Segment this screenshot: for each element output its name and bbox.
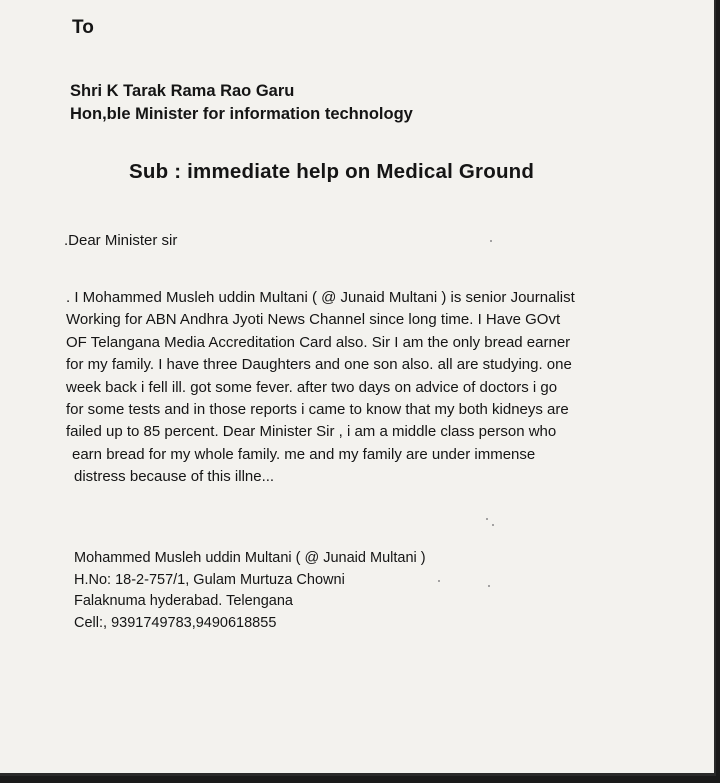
body-line: . I Mohammed Musleh uddin Multani ( @ Junaid Multani ) is senior Journalist — [66, 289, 575, 306]
subject-line: Sub : immediate help on Medical Ground — [129, 160, 535, 183]
body-line: for my family. I have three Daughters and one son also. all are studying. one — [66, 356, 572, 374]
body-line: for some tests and in those reports i came to know that my both kidneys are — [66, 400, 569, 418]
scan-speck — [492, 524, 494, 526]
to-label: To — [72, 17, 94, 38]
body-line: distress because of this illne... — [74, 468, 275, 486]
body-line: failed up to 85 percent. Dear Minister Sir , i am a middle class person who — [66, 423, 557, 441]
scan-speck — [486, 518, 488, 520]
body-line: earn bread for my whole family. me and my family are under immense — [72, 445, 536, 463]
body-line: Working for ABN Andhra Jyoti News Channel since long time. I Have GOvt — [66, 311, 561, 329]
scan-speck — [490, 240, 492, 242]
scan-speck — [488, 585, 490, 587]
addressee-name: Shri K Tarak Rama Rao Garu — [70, 82, 295, 100]
signature-address-line: H.No: 18-2-757/1, Gulam Murtuza Chowni — [74, 571, 345, 588]
signature-phone: Cell:, 9391749783,9490618855 — [74, 614, 277, 631]
letter-body — [66, 287, 666, 489]
body-line: week back i fell ill. got some fever. after two days on advice of doctors i go — [66, 378, 558, 396]
addressee-title: Hon,ble Minister for information technology — [70, 105, 413, 123]
signature-address-line: Falaknuma hyderabad. Telengana — [74, 593, 294, 610]
salutation: .Dear Minister sir — [64, 232, 178, 249]
scan-speck — [438, 580, 440, 582]
signature-block — [74, 548, 426, 634]
signature-name: Mohammed Musleh uddin Multani ( @ Junaid Multani ) — [74, 550, 426, 566]
addressee-block — [70, 80, 413, 126]
body-line: OF Telangana Media Accreditation Card also. Sir I am the only bread earner — [66, 333, 571, 351]
